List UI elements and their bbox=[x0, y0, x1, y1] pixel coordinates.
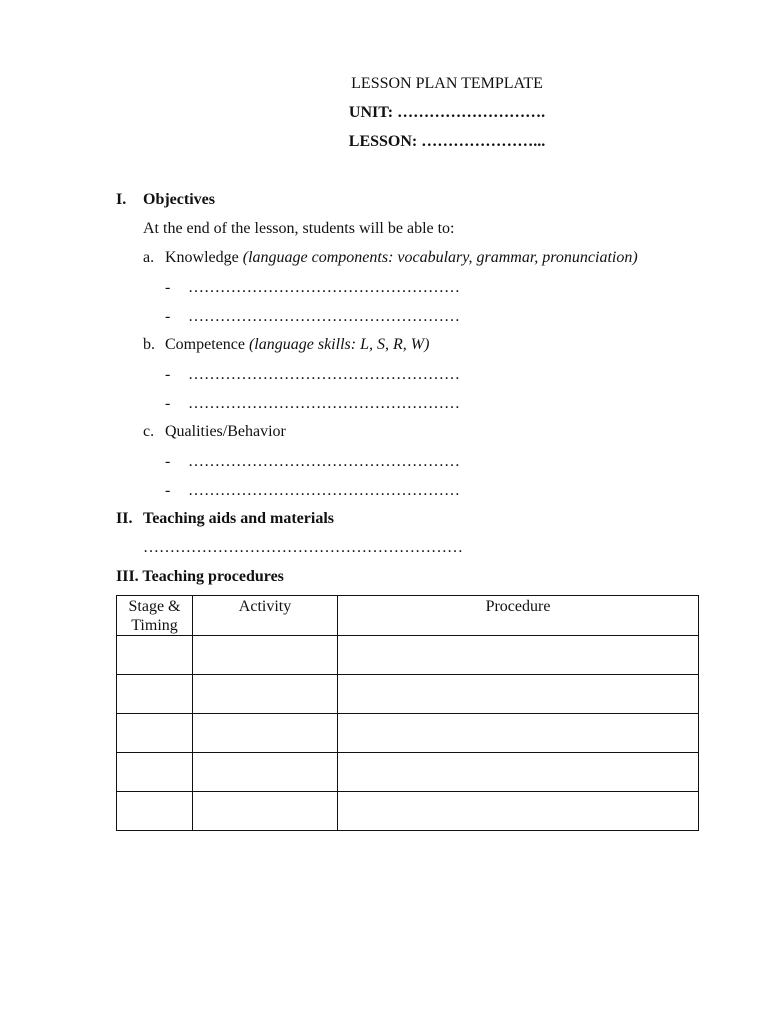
header-stage-timing: Stage & Timing bbox=[117, 596, 193, 636]
item-label: Competence bbox=[165, 336, 245, 353]
table-cell[interactable] bbox=[338, 636, 699, 675]
table-cell[interactable] bbox=[117, 675, 193, 714]
document-title: LESSON PLAN TEMPLATE bbox=[351, 75, 543, 92]
procedures-table bbox=[116, 595, 699, 831]
table-cell[interactable] bbox=[193, 636, 338, 675]
blank-line: …………………………………………… bbox=[188, 308, 460, 325]
bullet-dash: - bbox=[165, 308, 171, 325]
item-qualities: Qualities/Behavior bbox=[165, 423, 286, 440]
bullet-dash: - bbox=[165, 279, 171, 296]
blank-line: …………………………………………… bbox=[188, 395, 460, 412]
header-activity: Activity bbox=[193, 596, 338, 636]
item-marker-b: b. bbox=[143, 336, 155, 353]
lesson-line: LESSON: …………………... bbox=[348, 133, 546, 150]
item-note: (language components: vocabulary, grammar, pronunciation) bbox=[242, 249, 638, 266]
section-heading-procedures: III. Teaching procedures bbox=[116, 568, 284, 585]
bullet-dash: - bbox=[165, 453, 171, 470]
table-cell[interactable] bbox=[193, 714, 338, 753]
table-row bbox=[117, 675, 699, 714]
blank-line: …………………………………………… bbox=[188, 453, 460, 470]
item-competence bbox=[165, 335, 429, 355]
table-cell[interactable] bbox=[117, 714, 193, 753]
item-marker-c: c. bbox=[143, 423, 155, 440]
section-heading-objectives: Objectives bbox=[143, 191, 215, 208]
item-label: Knowledge bbox=[165, 249, 239, 266]
table-row bbox=[117, 753, 699, 792]
table-cell[interactable] bbox=[193, 753, 338, 792]
section-numeral-objectives: I. bbox=[116, 191, 127, 208]
objectives-intro: At the end of the lesson, students will be able to: bbox=[143, 220, 455, 237]
table-cell[interactable] bbox=[338, 753, 699, 792]
table-cell[interactable] bbox=[193, 675, 338, 714]
section-numeral-materials: II. bbox=[116, 510, 133, 527]
blank-line: …………………………………………… bbox=[188, 482, 460, 499]
table-cell[interactable] bbox=[117, 792, 193, 831]
item-marker-a: a. bbox=[143, 249, 155, 266]
table-cell[interactable] bbox=[193, 792, 338, 831]
table-cell[interactable] bbox=[117, 753, 193, 792]
table-cell[interactable] bbox=[117, 636, 193, 675]
table-row bbox=[117, 714, 699, 753]
materials-blank-line: …………………………………………………… bbox=[143, 539, 463, 556]
unit-line: UNIT: ………………………. bbox=[348, 104, 546, 121]
table-header-row bbox=[117, 596, 699, 636]
header-procedure: Procedure bbox=[338, 596, 699, 636]
table-cell[interactable] bbox=[338, 714, 699, 753]
item-knowledge bbox=[165, 248, 638, 268]
bullet-dash: - bbox=[165, 395, 171, 412]
item-note: (language skills: L, S, R, W) bbox=[248, 336, 430, 353]
table-cell[interactable] bbox=[338, 792, 699, 831]
bullet-dash: - bbox=[165, 366, 171, 383]
section-heading-materials: Teaching aids and materials bbox=[143, 510, 334, 527]
table-row bbox=[117, 792, 699, 831]
bullet-dash: - bbox=[165, 482, 171, 499]
blank-line: …………………………………………… bbox=[188, 366, 460, 383]
table-cell[interactable] bbox=[338, 675, 699, 714]
table-row bbox=[117, 636, 699, 675]
blank-line: …………………………………………… bbox=[188, 279, 460, 296]
